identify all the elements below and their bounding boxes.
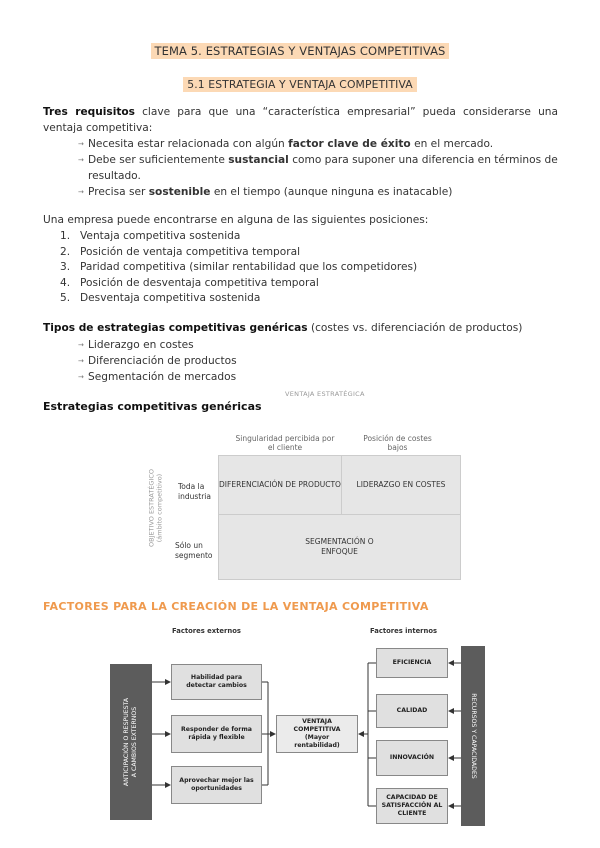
list-item: 2. Posición de ventaja competitiva temporal [60, 245, 301, 258]
matrix-cell-liderazgo: LIDERAZGO EN COSTES [341, 455, 461, 515]
int-box-innovacion: INNOVACIÓN [376, 740, 448, 776]
int-box-satisfaccion: CAPACIDAD DE SATISFACCIÓN AL CLIENTE [376, 788, 448, 824]
matrix-side-label: OBJETIVO ESTRATÉGICO (ámbito competitivo) [147, 468, 164, 548]
matrix-col2-label: Posición de costes bajos [363, 434, 432, 452]
matrix-heading: Estrategias competitivas genéricas [43, 400, 262, 413]
posiciones-intro: Una empresa puede encontrarse en alguna de las siguientes posiciones: [43, 214, 429, 226]
section-subtitle: 5.1 ESTRATEGIA Y VENTAJA COMPETITIVA [183, 77, 416, 92]
factores-internos-label: Factores internos [370, 627, 438, 635]
right-bar-label: RECURSOS Y CAPACIDADES [470, 693, 477, 779]
tipos-title-bold: Tipos de estrategias competitivas genéricas [43, 322, 308, 334]
list-item: → Necesita estar relacionada con algún factor clave de éxito en el mercado. [78, 136, 558, 152]
matrix-row1-label: Toda la industria [178, 482, 211, 501]
matrix-top-label: VENTAJA ESTRATÉGICA [285, 390, 365, 398]
requisitos-lead-bold: Tres requisitos [43, 106, 135, 118]
list-item: → Debe ser suficientemente sustancial como para suponer una diferencia en términos de resultado. [78, 152, 558, 184]
list-item: → Precisa ser sostenible en el tiempo (aunque ninguna es inatacable) [78, 184, 558, 200]
list-item: 1. Ventaja competitiva sostenida [60, 230, 241, 242]
list-item: → Liderazgo en costes [78, 337, 558, 353]
page-title: TEMA 5. ESTRATEGIAS Y VENTAJAS COMPETITIVAS [151, 43, 450, 59]
matrix-cell-segmentacion: SEGMENTACIÓN O ENFOQUE [218, 514, 461, 580]
factores-heading: FACTORES PARA LA CREACIÓN DE LA VENTAJA COMPETITIVA [43, 600, 429, 613]
ext-box-aprovechar: Aprovechar mejor las oportunidades [171, 766, 262, 804]
ext-box-detectar: Habilidad para detectar cambios [171, 664, 262, 700]
requisitos-lead-rest: clave para que una “característica empresarial” pueda considerarse una ventaja competitiva: [43, 106, 558, 134]
matrix-cell-diferenciacion: DIFERENCIACIÓN DE PRODUCTO [218, 455, 342, 515]
left-bar-label: ANTICIPACIÓN O RESPUESTA A CAMBIOS EXTERNOS [123, 697, 138, 787]
list-item: → Diferenciación de productos [78, 353, 558, 369]
int-box-calidad: CALIDAD [376, 694, 448, 728]
matrix-row2-label: Sólo un segmento [175, 541, 213, 560]
int-box-eficiencia: EFICIENCIA [376, 648, 448, 678]
list-item: 3. Paridad competitiva (similar rentabilidad que los competidores) [60, 261, 418, 273]
list-item: → Segmentación de mercados [78, 369, 558, 385]
list-item: 5. Desventaja competitiva sostenida [60, 292, 261, 304]
matrix-col1-label: Singularidad percibida por el cliente [235, 434, 335, 452]
center-box-ventaja: VENTAJA COMPETITIVA (Mayor rentabilidad) [276, 715, 358, 753]
factores-externos-label: Factores externos [172, 627, 241, 635]
tipos-title-rest: (costes vs. diferenciación de productos) [307, 322, 523, 334]
list-item: 4. Posición de desventaja competitiva temporal [60, 276, 319, 289]
ext-box-responder: Responder de forma rápida y flexible [171, 715, 262, 753]
